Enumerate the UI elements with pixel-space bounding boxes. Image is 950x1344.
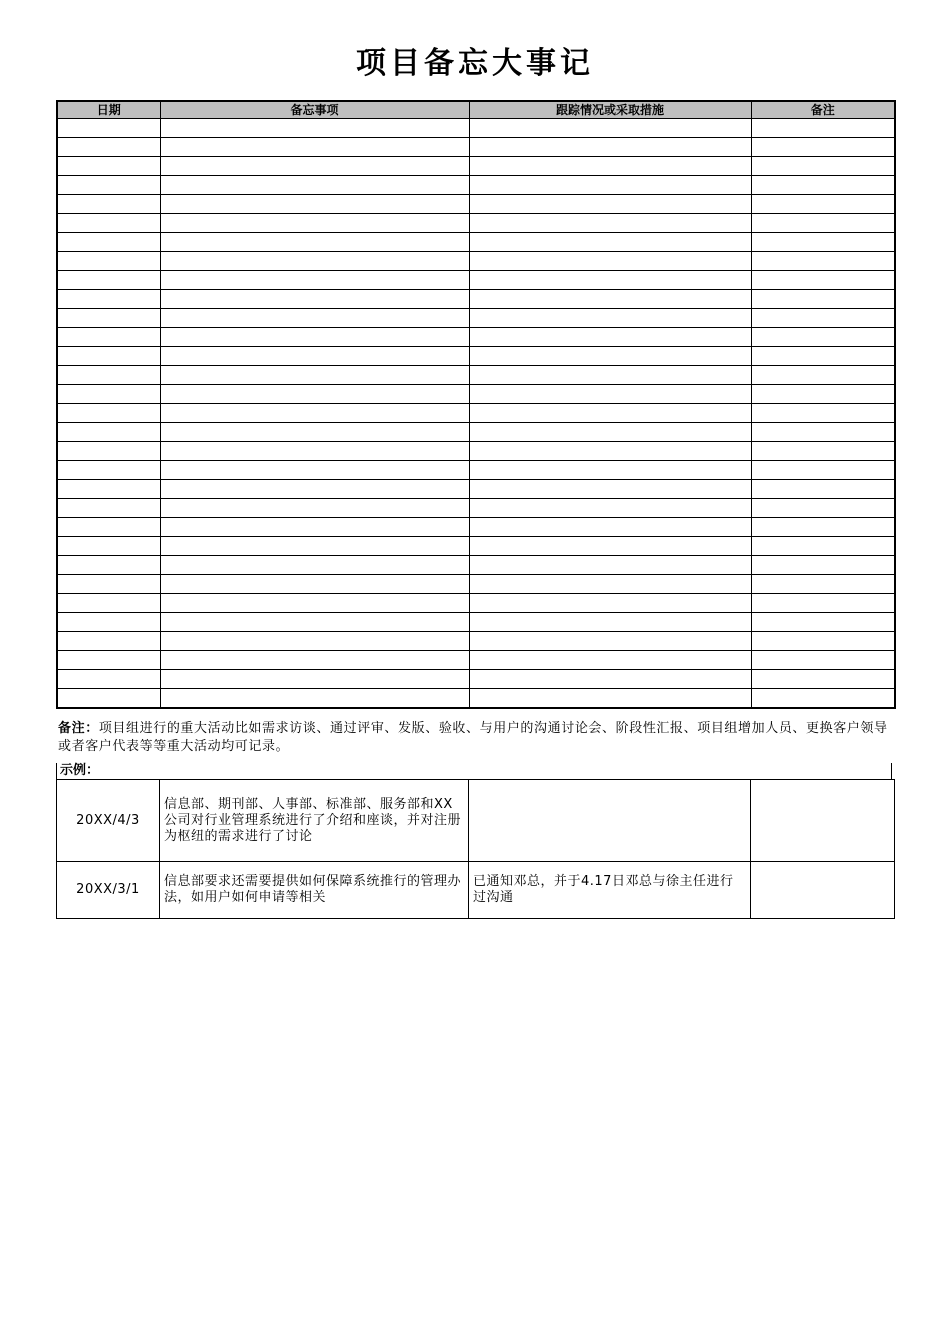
cell-remark[interactable] (751, 366, 895, 385)
cell-memo-item[interactable] (160, 537, 469, 556)
cell-memo-item[interactable] (160, 328, 469, 347)
cell-memo-item[interactable] (160, 176, 469, 195)
example-tracking[interactable] (469, 780, 751, 862)
cell-date[interactable] (57, 670, 160, 689)
cell-tracking[interactable] (469, 385, 751, 404)
cell-remark[interactable] (751, 575, 895, 594)
cell-date[interactable] (57, 518, 160, 537)
cell-remark[interactable] (751, 290, 895, 309)
cell-memo-item[interactable] (160, 651, 469, 670)
table-row (57, 347, 895, 366)
example-remark[interactable] (751, 780, 895, 862)
cell-date[interactable] (57, 442, 160, 461)
table-row (57, 328, 895, 347)
cell-remark[interactable] (751, 195, 895, 214)
cell-tracking[interactable] (469, 575, 751, 594)
cell-remark[interactable] (751, 689, 895, 709)
table-row (57, 537, 895, 556)
cell-memo-item[interactable] (160, 138, 469, 157)
table-row (57, 480, 895, 499)
cell-remark[interactable] (751, 442, 895, 461)
cell-date[interactable] (57, 632, 160, 651)
cell-memo-item[interactable] (160, 594, 469, 613)
table-row (57, 575, 895, 594)
cell-date[interactable] (57, 233, 160, 252)
table-row (57, 233, 895, 252)
cell-memo-item[interactable] (160, 442, 469, 461)
cell-remark[interactable] (751, 670, 895, 689)
cell-date[interactable] (57, 328, 160, 347)
cell-tracking[interactable] (469, 537, 751, 556)
table-row (57, 366, 895, 385)
cell-tracking[interactable] (469, 328, 751, 347)
table-row (57, 689, 895, 709)
cell-memo-item[interactable] (160, 252, 469, 271)
cell-memo-item[interactable] (160, 423, 469, 442)
cell-remark[interactable] (751, 613, 895, 632)
cell-memo-item[interactable] (160, 670, 469, 689)
table-row (57, 385, 895, 404)
cell-tracking[interactable] (469, 157, 751, 176)
table-row (57, 556, 895, 575)
table-row (57, 404, 895, 423)
table-row (57, 195, 895, 214)
cell-memo-item[interactable] (160, 347, 469, 366)
cell-memo-item[interactable] (160, 518, 469, 537)
cell-memo-item[interactable] (160, 632, 469, 651)
example-row (57, 862, 895, 919)
memo-table-body (57, 119, 895, 709)
cell-remark[interactable] (751, 233, 895, 252)
table-row (57, 499, 895, 518)
note-label: 备注： (58, 721, 99, 736)
cell-date[interactable] (57, 461, 160, 480)
cell-memo-item[interactable] (160, 119, 469, 138)
cell-remark[interactable] (751, 271, 895, 290)
cell-date[interactable] (57, 290, 160, 309)
cell-memo-item[interactable] (160, 366, 469, 385)
note-paragraph (58, 720, 894, 756)
table-row (57, 613, 895, 632)
cell-tracking[interactable] (469, 689, 751, 709)
cell-remark[interactable] (751, 651, 895, 670)
cell-tracking[interactable] (469, 119, 751, 138)
cell-tracking[interactable] (469, 556, 751, 575)
cell-memo-item[interactable] (160, 385, 469, 404)
cell-memo-item[interactable] (160, 233, 469, 252)
cell-remark[interactable] (751, 157, 895, 176)
cell-date[interactable] (57, 575, 160, 594)
cell-date[interactable] (57, 556, 160, 575)
cell-tracking[interactable] (469, 366, 751, 385)
cell-date[interactable] (57, 385, 160, 404)
cell-date[interactable] (57, 404, 160, 423)
cell-date[interactable] (57, 651, 160, 670)
cell-tracking[interactable] (469, 518, 751, 537)
cell-date[interactable] (57, 423, 160, 442)
cell-date[interactable] (57, 195, 160, 214)
table-row (57, 252, 895, 271)
cell-date[interactable] (57, 499, 160, 518)
cell-tracking[interactable] (469, 499, 751, 518)
page-title: 项目备忘大事记 (356, 46, 594, 81)
cell-tracking[interactable] (469, 176, 751, 195)
header-date: 日期 (57, 101, 160, 119)
cell-date[interactable] (57, 157, 160, 176)
cell-memo-item[interactable] (160, 461, 469, 480)
cell-memo-item[interactable] (160, 157, 469, 176)
cell-date[interactable] (57, 480, 160, 499)
table-row (57, 214, 895, 233)
cell-memo-item[interactable] (160, 689, 469, 709)
cell-tracking[interactable] (469, 594, 751, 613)
cell-date[interactable] (57, 594, 160, 613)
cell-tracking[interactable] (469, 670, 751, 689)
cell-memo-item[interactable] (160, 480, 469, 499)
cell-remark[interactable] (751, 252, 895, 271)
cell-remark[interactable] (751, 328, 895, 347)
cell-remark[interactable] (751, 556, 895, 575)
table-row (57, 176, 895, 195)
cell-remark[interactable] (751, 347, 895, 366)
cell-remark[interactable] (751, 138, 895, 157)
cell-date[interactable] (57, 537, 160, 556)
cell-tracking[interactable] (469, 214, 751, 233)
example-date[interactable]: 20XX/3/1 (57, 862, 160, 919)
cell-memo-item[interactable] (160, 214, 469, 233)
cell-date[interactable] (57, 347, 160, 366)
cell-remark[interactable] (751, 480, 895, 499)
header-tracking: 跟踪情况或采取措施 (469, 101, 751, 119)
cell-memo-item[interactable] (160, 556, 469, 575)
cell-tracking[interactable] (469, 138, 751, 157)
header-memo-item: 备忘事项 (160, 101, 469, 119)
example-remark[interactable] (751, 862, 895, 919)
header-row (57, 101, 895, 119)
cell-date[interactable] (57, 271, 160, 290)
cell-remark[interactable] (751, 214, 895, 233)
cell-remark[interactable] (751, 385, 895, 404)
table-row (57, 670, 895, 689)
cell-tracking[interactable] (469, 480, 751, 499)
cell-remark[interactable] (751, 594, 895, 613)
note-text: 项目组进行的重大活动比如需求访谈、通过评审、发版、验收、与用户的沟通讨论会、阶段性汇报、项目组增加人员、更换客户领导或者客户代表等等重大活动均可记录。 (58, 721, 888, 754)
table-row (57, 290, 895, 309)
cell-remark[interactable] (751, 537, 895, 556)
table-row (57, 594, 895, 613)
cell-date[interactable] (57, 138, 160, 157)
cell-date[interactable] (57, 366, 160, 385)
cell-tracking[interactable] (469, 423, 751, 442)
table-row (57, 309, 895, 328)
cell-remark[interactable] (751, 499, 895, 518)
cell-tracking[interactable] (469, 404, 751, 423)
cell-remark[interactable] (751, 518, 895, 537)
cell-memo-item[interactable] (160, 195, 469, 214)
cell-tracking[interactable] (469, 442, 751, 461)
table-row (57, 138, 895, 157)
cell-date[interactable] (57, 214, 160, 233)
table-row (57, 461, 895, 480)
cell-date[interactable] (57, 252, 160, 271)
memo-table (56, 100, 896, 709)
cell-remark[interactable] (751, 404, 895, 423)
cell-memo-item[interactable] (160, 613, 469, 632)
example-item[interactable]: 信息部、期刊部、人事部、标准部、服务部和XX公司对行业管理系统进行了介绍和座谈，并对注册为枢纽的需求进行了讨论 (160, 780, 469, 862)
cell-date[interactable] (57, 613, 160, 632)
example-row (57, 780, 895, 862)
cell-date[interactable] (57, 689, 160, 709)
cell-tracking[interactable] (469, 461, 751, 480)
table-row (57, 632, 895, 651)
table-row (57, 271, 895, 290)
cell-date[interactable] (57, 309, 160, 328)
example-table (56, 779, 895, 919)
cell-remark[interactable] (751, 176, 895, 195)
cell-memo-item[interactable] (160, 309, 469, 328)
cell-tracking[interactable] (469, 271, 751, 290)
example-date[interactable]: 20XX/4/3 (57, 780, 160, 862)
cell-date[interactable] (57, 119, 160, 138)
table-row (57, 442, 895, 461)
cell-date[interactable] (57, 176, 160, 195)
table-row (57, 651, 895, 670)
cell-remark[interactable] (751, 423, 895, 442)
cell-memo-item[interactable] (160, 271, 469, 290)
cell-tracking[interactable] (469, 632, 751, 651)
cell-memo-item[interactable] (160, 404, 469, 423)
cell-tracking[interactable] (469, 290, 751, 309)
cell-tracking[interactable] (469, 233, 751, 252)
cell-tracking[interactable] (469, 651, 751, 670)
cell-tracking[interactable] (469, 347, 751, 366)
cell-memo-item[interactable] (160, 290, 469, 309)
cell-tracking[interactable] (469, 252, 751, 271)
cell-tracking[interactable] (469, 613, 751, 632)
example-label: 示例： (56, 763, 892, 779)
cell-remark[interactable] (751, 309, 895, 328)
cell-memo-item[interactable] (160, 499, 469, 518)
cell-tracking[interactable] (469, 195, 751, 214)
example-item[interactable]: 信息部要求还需要提供如何保障系统推行的管理办法，如用户如何申请等相关 (160, 862, 469, 919)
table-row (57, 518, 895, 537)
cell-remark[interactable] (751, 119, 895, 138)
cell-remark[interactable] (751, 461, 895, 480)
header-remark: 备注 (751, 101, 895, 119)
table-row (57, 119, 895, 138)
cell-memo-item[interactable] (160, 575, 469, 594)
cell-tracking[interactable] (469, 309, 751, 328)
example-tracking[interactable]: 已通知邓总，并于4.17日邓总与徐主任进行过沟通 (469, 862, 751, 919)
table-row (57, 423, 895, 442)
table-row (57, 157, 895, 176)
cell-remark[interactable] (751, 632, 895, 651)
